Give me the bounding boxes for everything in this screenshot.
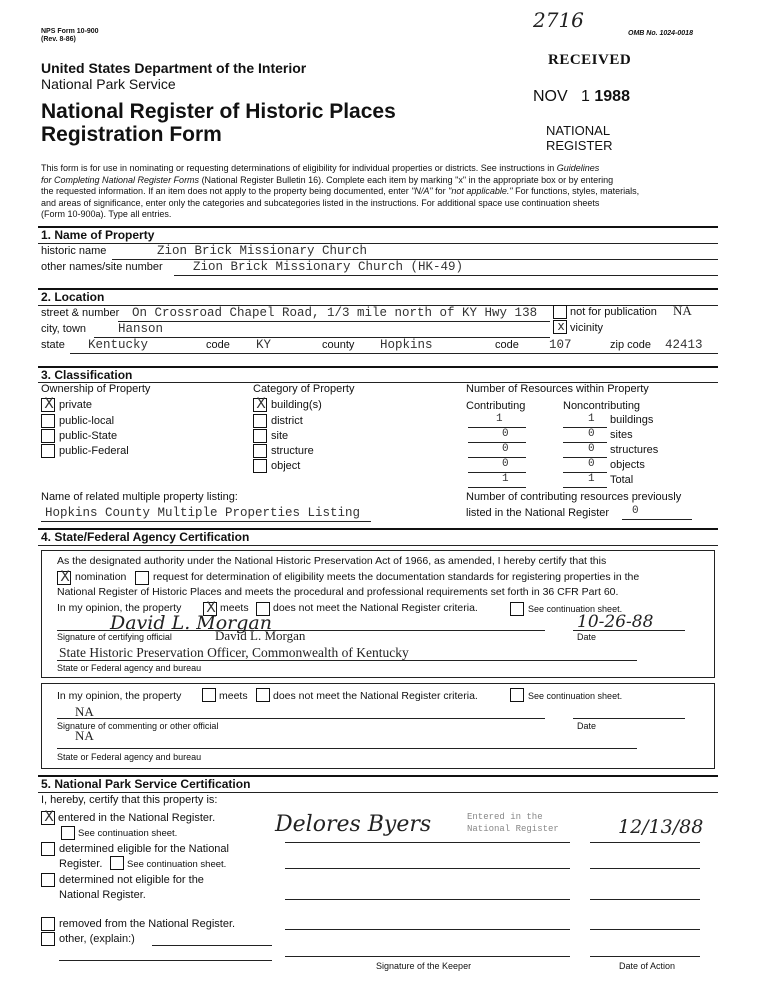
nomination-label: nomination [75, 570, 127, 583]
state-value[interactable]: Kentucky [88, 338, 149, 352]
state-code-label: code [206, 339, 230, 351]
removed-checkbox[interactable] [41, 917, 55, 931]
stamp-register: REGISTER [546, 138, 613, 153]
resource-buildings-contributing-line [468, 427, 526, 428]
stamp-national: NATIONAL [546, 123, 611, 138]
see-continuation-checkbox[interactable] [510, 602, 524, 616]
see-continuation-label: See continuation sheet. [528, 603, 623, 614]
other-label: other, (explain:) [59, 933, 135, 945]
ownership-private-checkbox[interactable] [41, 398, 55, 412]
resource-buildings-noncontributing-line [563, 427, 607, 428]
ownership-public-state-label: public-State [59, 430, 118, 442]
street-label: street & number [41, 307, 120, 319]
state-label: state [41, 339, 65, 351]
section4-heading: 4. State/Federal Agency Certification [41, 530, 250, 544]
signature-of-keeper-label: Signature of the Keeper [376, 961, 472, 971]
keeper-date-line5 [590, 956, 700, 957]
nomination-checkbox[interactable] [57, 568, 71, 585]
county-code-label: code [495, 339, 519, 351]
ownership-public-local-label: public-local [59, 415, 115, 427]
state-code-value[interactable]: KY [256, 338, 272, 352]
opinion-prefix: In my opinion, the property [57, 601, 182, 614]
keeper-line4 [285, 929, 570, 930]
ownership-public-federal-checkbox[interactable] [41, 444, 55, 458]
category-district-label: district [271, 415, 303, 427]
prev-listed-value[interactable]: 0 [632, 505, 639, 517]
section3-heading: 3. Classification [41, 368, 133, 382]
resource-structures-noncontributing[interactable]: 0 [588, 443, 595, 455]
intro-l3d: "not applicable." [448, 186, 513, 196]
historic-name-label: historic name [41, 245, 107, 257]
not-for-publication-label: not for publication [570, 306, 657, 318]
service-name: National Park Service [41, 76, 176, 92]
received-month: NOV [533, 88, 568, 105]
determined-eligible-label2: Register. [59, 858, 103, 870]
related-listing-line [41, 521, 371, 522]
nomination-mark: X [60, 568, 70, 585]
opinion2-value[interactable]: NA [75, 704, 94, 719]
prev-listed-label1: Number of contributing resources previously [466, 491, 682, 503]
ownership-public-federal-label: public-Federal [59, 445, 129, 457]
commenting-signature-line [57, 718, 545, 719]
received-year: 1988 [594, 88, 630, 105]
date-of-action-label: Date of Action [619, 961, 676, 971]
nps-certify-text: I, hereby, certify that this property is: [41, 794, 218, 806]
ownership-header: Ownership of Property [41, 383, 151, 395]
category-building-label: building(s) [271, 399, 322, 411]
resource-sites-contributing[interactable]: 0 [502, 428, 509, 440]
resource-structures-noncontributing-line [563, 457, 607, 458]
resource-structures-label: structures [610, 444, 659, 456]
section1-heading-rule [38, 243, 718, 244]
section5-heading-rule [38, 792, 718, 793]
omb-number: OMB No. 1024-0018 [628, 30, 693, 37]
cert-line2-rest: request for determination of eligibility meets the documentation standards for registering properties in the [153, 570, 640, 583]
resource-objects-contributing[interactable]: 0 [502, 458, 509, 470]
certifying-date-value[interactable]: 10-26-88 [577, 612, 654, 632]
ownership-private-mark: X [44, 396, 54, 412]
other-names-line [174, 275, 718, 276]
resource-buildings-label: buildings [610, 414, 654, 426]
category-building-mark: X [256, 396, 266, 412]
keeper-line2 [285, 868, 570, 869]
county-value[interactable]: Hopkins [380, 338, 433, 352]
noncontributing-header: Noncontributing [563, 400, 641, 412]
category-object-checkbox[interactable] [253, 459, 267, 473]
city-value[interactable]: Hanson [118, 322, 164, 336]
determined-not-eligible-checkbox[interactable] [41, 873, 55, 887]
other-names-label: other names/site number [41, 261, 163, 273]
resource-sites-contributing-line [468, 442, 526, 443]
determined-not-eligible-label2: National Register. [59, 889, 146, 901]
agency-line [57, 660, 637, 661]
intro-text [41, 163, 721, 221]
form-revision: (Rev. 8-86) [41, 36, 76, 43]
resource-objects-noncontributing[interactable]: 0 [588, 458, 595, 470]
intro-l1a: This form is for use in nominating or requesting determinations of eligibility for individual properties or districts. See instructions in [41, 163, 557, 173]
category-site-checkbox[interactable] [253, 429, 267, 443]
resource-sites-noncontributing-line [563, 442, 607, 443]
certifying-signature-typed: David L. Morgan [215, 628, 306, 643]
vicinity-checkbox[interactable] [553, 320, 567, 334]
does-not-meet-label: does not meet the National Register criteria. [273, 601, 478, 614]
intro-l4: and areas of significance, enter only the categories and subcategories listed in the instructions. For additional space use continuation sheets [41, 197, 600, 208]
intro-l1b: Guidelines [556, 163, 600, 173]
keeper-date-line4 [590, 929, 700, 930]
related-listing-value[interactable]: Hopkins County Multiple Properties Listing [45, 506, 361, 520]
keeper-date-line3 [590, 899, 700, 900]
entered-stamp-line2: National Register [467, 824, 559, 834]
ownership-public-local-checkbox[interactable] [41, 414, 55, 428]
meets-label: meets [220, 601, 249, 614]
category-structure-checkbox[interactable] [253, 444, 267, 458]
entered-see-continuation-label: See continuation sheet. [78, 828, 178, 839]
opinion2-does-not-meet-label: does not meet the National Register criteria. [273, 690, 478, 702]
opinion2-prefix: In my opinion, the property [57, 690, 182, 702]
determined-eligible-label1: determined eligible for the National [59, 843, 229, 855]
zip-value[interactable]: 42413 [665, 338, 703, 352]
related-listing-label: Name of related multiple property listing: [41, 491, 238, 503]
intro-l3b: "N/A" [411, 186, 433, 196]
keeper-date-line1 [590, 842, 700, 843]
other-line [152, 945, 272, 946]
received-stamp: RECEIVED [548, 52, 632, 68]
vicinity-label: vicinity [570, 322, 604, 334]
opinion2-meets-checkbox[interactable] [202, 688, 216, 702]
opinion2-does-not-meet-checkbox[interactable] [256, 688, 270, 702]
category-building-checkbox[interactable] [253, 398, 267, 412]
department-name: United States Department of the Interior [41, 60, 307, 76]
zip-label: zip code [610, 339, 651, 351]
ownership-private-label: private [59, 399, 93, 411]
commenting-label: Signature of commenting or other official [57, 721, 219, 731]
county-code-value[interactable]: 107 [549, 338, 572, 352]
certifying-date-line [573, 630, 685, 631]
eligible-see-continuation-label: See continuation sheet. [127, 859, 227, 870]
keeper-signature-hand: Delores Byers [275, 812, 432, 837]
cert-line2 [57, 570, 707, 586]
entered-mark: X [44, 809, 54, 825]
keeper-line1 [285, 842, 570, 843]
resource-total-noncontributing-line [563, 487, 607, 488]
category-object-label: object [271, 460, 301, 472]
agency-label: State or Federal agency and bureau [57, 663, 202, 673]
handwritten-number: 2716 [533, 8, 584, 32]
other-names-value[interactable]: Zion Brick Missionary Church (HK-49) [193, 260, 464, 274]
agency2-label: State or Federal agency and bureau [57, 752, 202, 762]
resource-buildings-noncontributing[interactable]: 1 [588, 413, 595, 425]
cert-line1: As the designated authority under the National Historic Preservation Act of 1966, as amended, I hereby certify that this [57, 555, 607, 567]
meets-mark: X [206, 599, 216, 616]
category-district-checkbox[interactable] [253, 414, 267, 428]
category-structure-label: structure [271, 445, 314, 457]
city-label: city, town [41, 323, 87, 335]
section3-top-rule [38, 366, 718, 368]
resource-structures-contributing-line [468, 457, 526, 458]
section5-heading: 5. National Park Service Certification [41, 777, 251, 791]
agency2-line [57, 748, 637, 749]
intro-l2a: for Completing National Register Forms [41, 174, 200, 185]
received-date-stamp [533, 88, 630, 106]
form-title-line1: National Register of Historic Places [41, 100, 396, 123]
entered-checkbox[interactable] [41, 811, 55, 825]
form-number: NPS Form 10-900 [41, 28, 99, 35]
entered-label: entered in the National Register. [58, 812, 216, 824]
vicinity-mark: x [557, 319, 565, 333]
resource-total-contributing-line [468, 487, 526, 488]
received-day: 1 [581, 88, 590, 105]
opinion2-meets-label: meets [219, 690, 248, 702]
removed-label: removed from the National Register. [59, 918, 236, 930]
resource-sites-noncontributing[interactable]: 0 [588, 428, 595, 440]
opinion2-see-continuation-label: See continuation sheet. [528, 691, 623, 701]
section1-heading: 1. Name of Property [41, 228, 155, 242]
keeper-date-line2 [590, 868, 700, 869]
request-checkbox[interactable] [135, 571, 149, 585]
intro-l3e: For functions, styles, materials, [512, 186, 640, 196]
street-value[interactable]: On Crossroad Chapel Road, 1/3 mile north of KY Hwy 138 [132, 306, 538, 320]
intro-l2b: (National Register Bulletin 16). Complete each item by marking "x" in the appropriate box or by entering [199, 174, 614, 185]
resource-total-contributing[interactable]: 1 [502, 473, 509, 485]
resources-header: Number of Resources within Property [466, 383, 649, 395]
cert-line3: National Register of Historic Places and meets the procedural and professional requirements set forth in 36 CFR Part 60. [57, 586, 619, 598]
certifying-signature-hand: David L. Morgan [110, 612, 272, 634]
form-title-line2: Registration Form [41, 123, 222, 146]
city-line [94, 337, 550, 338]
opinion2-see-continuation-checkbox[interactable] [510, 688, 524, 702]
county-label: county [322, 339, 355, 351]
category-header: Category of Property [253, 383, 355, 395]
agency-value[interactable]: State Historic Preservation Officer, Commonwealth of Kentucky [59, 645, 409, 660]
resource-sites-label: sites [610, 429, 633, 441]
resource-structures-contributing[interactable]: 0 [502, 443, 509, 455]
determined-not-eligible-label1: determined not eligible for the [59, 874, 204, 886]
keeper-date-value[interactable]: 12/13/88 [618, 816, 704, 838]
entered-stamp-line1: Entered in the [467, 812, 543, 822]
commenting-date-label: Date [577, 721, 597, 731]
prev-listed-label2: listed in the National Register [466, 507, 610, 519]
resource-objects-noncontributing-line [563, 472, 607, 473]
section4-heading-rule [38, 545, 718, 546]
not-for-publication-checkbox[interactable] [553, 305, 567, 319]
other-line2 [59, 960, 272, 961]
eligible-see-continuation-checkbox[interactable] [110, 856, 124, 870]
historic-name-value[interactable]: Zion Brick Missionary Church [157, 244, 368, 258]
ownership-public-state-checkbox[interactable] [41, 429, 55, 443]
certification-text [57, 554, 707, 616]
determined-eligible-checkbox[interactable] [41, 842, 55, 856]
intro-l5: (Form 10-900a). Type all entries. [41, 209, 172, 219]
commenting-value[interactable]: NA [75, 728, 94, 743]
category-site-label: site [271, 430, 289, 442]
resource-total-label: Total [610, 474, 634, 486]
intro-l3a: the requested information. If an item does not apply to the property being documented, enter [41, 186, 412, 196]
not-for-publication-value[interactable]: NA [673, 303, 692, 318]
section2-top-rule [38, 288, 718, 290]
entered-see-continuation-checkbox[interactable] [61, 826, 75, 840]
certifying-signature-label: Signature of certifying official [57, 632, 172, 642]
state-line [70, 353, 718, 354]
resource-total-noncontributing[interactable]: 1 [588, 473, 595, 485]
section2-heading: 2. Location [41, 290, 105, 304]
prev-listed-line [622, 519, 692, 520]
commenting-date-line [573, 718, 685, 719]
intro-l3c: for [432, 186, 449, 196]
resource-buildings-contributing[interactable]: 1 [496, 413, 503, 425]
certifying-date-label: Date [577, 632, 597, 642]
keeper-line5 [285, 956, 570, 957]
resource-objects-contributing-line [468, 472, 526, 473]
contributing-header: Contributing [466, 400, 526, 412]
other-checkbox[interactable] [41, 932, 55, 946]
street-line [118, 321, 550, 322]
keeper-line3 [285, 899, 570, 900]
resource-objects-label: objects [610, 459, 645, 471]
